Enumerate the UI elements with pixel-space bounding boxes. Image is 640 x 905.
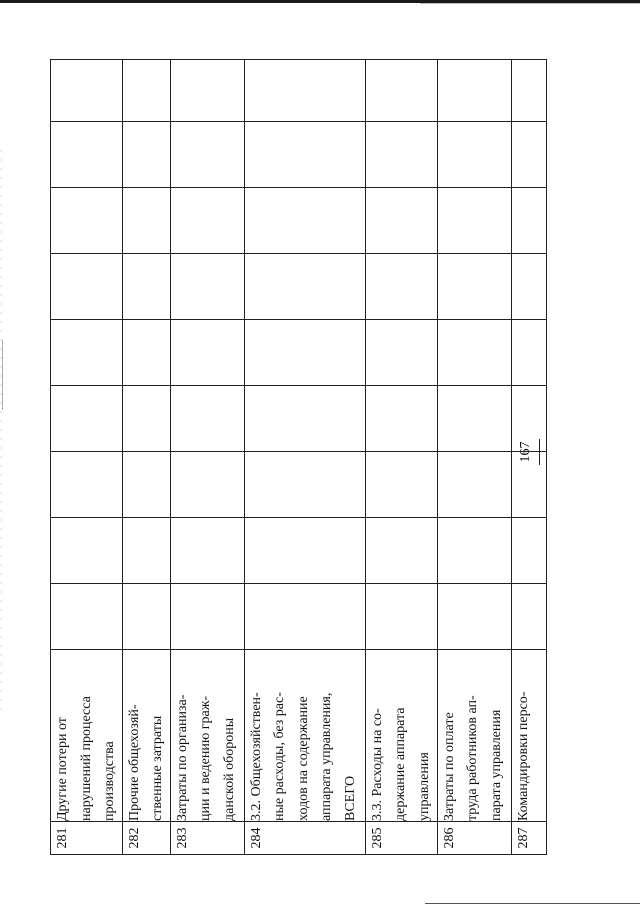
row-number: 284 (244, 822, 365, 855)
value-cell (244, 60, 365, 122)
value-cell (511, 254, 546, 320)
value-cell (365, 452, 437, 518)
value-cell (51, 452, 123, 518)
value-cell (170, 60, 244, 122)
description-line: ВСЕГО (342, 775, 358, 821)
value-cell (437, 254, 511, 320)
value-cell (170, 584, 244, 650)
value-cell (51, 188, 123, 254)
value-cell (51, 320, 123, 386)
table-row (365, 60, 437, 855)
row-description (437, 650, 511, 822)
description-line: ные расходы, без рас- (272, 692, 287, 821)
description-line: 3.2. Общехозяйствен- (248, 692, 264, 821)
description-line: ции и ведению граж- (198, 695, 213, 821)
value-cell (437, 188, 511, 254)
value-cell (365, 320, 437, 386)
value-cell (511, 188, 546, 254)
value-cell (244, 452, 365, 518)
value-cell (244, 188, 365, 254)
value-cell (170, 254, 244, 320)
cost-table (50, 59, 547, 855)
value-cell (365, 122, 437, 188)
value-cell (365, 584, 437, 650)
row-number: 286 (437, 822, 511, 855)
value-cell (122, 254, 170, 320)
value-cell (437, 584, 511, 650)
scan-noise (0, 150, 2, 710)
row-number: 285 (365, 822, 437, 855)
description-line: ходов на содержание (295, 696, 311, 821)
description-line: Другие потери от (55, 717, 70, 821)
scan-bottom-edge (425, 903, 640, 904)
table-row (51, 60, 123, 855)
value-cell (122, 386, 170, 452)
description-line: нарушений процесса (78, 696, 94, 821)
value-cell (365, 60, 437, 122)
row-number: 283 (170, 822, 244, 855)
value-cell (437, 320, 511, 386)
value-cell (511, 584, 546, 650)
value-cell (122, 188, 170, 254)
value-cell (511, 518, 546, 584)
value-cell (437, 60, 511, 122)
value-cell (51, 584, 123, 650)
table-row (122, 60, 170, 855)
value-cell (170, 518, 244, 584)
value-cell (511, 60, 546, 122)
row-description (365, 650, 437, 822)
value-cell (51, 386, 123, 452)
description-line: труда работников ап- (465, 695, 480, 821)
table-row (437, 60, 511, 855)
value-cell (437, 518, 511, 584)
value-cell (170, 320, 244, 386)
value-cell (365, 188, 437, 254)
description-line: Затраты по организа- (174, 694, 190, 821)
row-description (122, 650, 170, 822)
scan-left-mark (2, 340, 3, 410)
description-line: данской обороны (221, 717, 237, 821)
value-cell (122, 122, 170, 188)
value-cell (170, 386, 244, 452)
row-number: 287 (511, 822, 546, 855)
description-line: Прочие общехозяй- (126, 704, 142, 821)
value-cell (51, 60, 123, 122)
description-line: парата управления (488, 709, 504, 821)
description-line: держание аппарата (393, 707, 408, 821)
description-line: Командировки персо- (515, 691, 531, 821)
description-line: аппарата управления, (319, 692, 334, 821)
value-cell (511, 122, 546, 188)
value-cell (170, 188, 244, 254)
value-cell (51, 254, 123, 320)
page-number-underline (539, 439, 540, 465)
value-cell (51, 122, 123, 188)
value-cell (122, 584, 170, 650)
rotated-page (50, 0, 550, 855)
description-line: 3.3. Расходы на со- (369, 708, 385, 821)
page-number: 167 (518, 441, 533, 463)
value-cell (244, 122, 365, 188)
value-cell (437, 122, 511, 188)
value-cell (365, 518, 437, 584)
value-cell (365, 386, 437, 452)
value-cell (170, 452, 244, 518)
value-cell (244, 584, 365, 650)
row-description (170, 650, 244, 822)
description-line: Затраты по оплате (441, 712, 457, 821)
value-cell (437, 386, 511, 452)
row-description (244, 650, 365, 822)
value-cell (244, 386, 365, 452)
value-cell (437, 452, 511, 518)
table-row (170, 60, 244, 855)
row-description (51, 650, 123, 822)
table-row (244, 60, 365, 855)
value-cell (244, 518, 365, 584)
description-line: ственные затраты (150, 715, 165, 821)
row-number: 281 (51, 822, 123, 855)
description-line: управления (416, 752, 432, 821)
row-number: 282 (122, 822, 170, 855)
value-cell (122, 518, 170, 584)
value-cell (51, 518, 123, 584)
value-cell (122, 452, 170, 518)
value-cell (365, 254, 437, 320)
value-cell (170, 122, 244, 188)
value-cell (244, 320, 365, 386)
value-cell (122, 60, 170, 122)
description-line: производства (102, 741, 117, 821)
value-cell (122, 320, 170, 386)
value-cell (244, 254, 365, 320)
value-cell (511, 320, 546, 386)
row-description (511, 650, 546, 822)
